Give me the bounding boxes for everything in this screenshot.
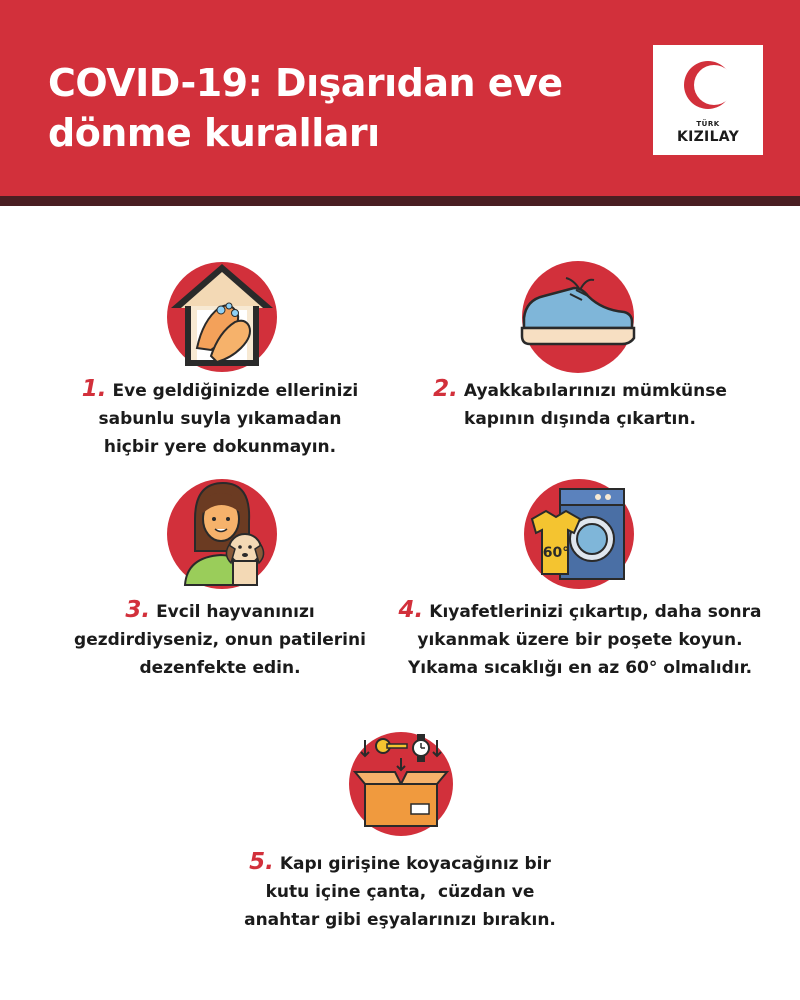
rule-1-number: 1. <box>81 376 107 402</box>
rule-4-line-1: Kıyafetlerinizi çıkartıp, daha sonra <box>429 602 762 622</box>
shoe-icon <box>518 258 638 376</box>
box-with-belongings-icon <box>343 724 459 840</box>
rule-3-line-1: Evcil hayvanınızı <box>156 602 315 622</box>
rule-2-number: 2. <box>433 376 458 402</box>
kizilay-logo <box>653 45 763 155</box>
rule-4-text <box>384 596 776 682</box>
rule-3-line-3: dezenfekte edin. <box>139 658 301 678</box>
page-title <box>48 58 608 158</box>
rule-2-line-2: kapının dışında çıkartın. <box>464 409 696 429</box>
logo-text-small: TÜRK <box>696 120 720 128</box>
header-banner <box>0 0 800 196</box>
rule-3-number: 3. <box>125 597 151 623</box>
rule-5-line-1: Kapı girişine koyacağınız bir <box>279 854 551 874</box>
rule-4-line-2: yıkanmak üzere bir poşete koyun. <box>417 630 743 650</box>
rule-2-line-1: Ayakkabılarınızı mümkünse <box>463 381 727 401</box>
title-line-1: COVID-19: Dışarıdan eve <box>48 61 563 105</box>
rule-3-line-2: gezdirdiyseniz, onun patilerini <box>74 630 366 650</box>
rule-4-line-3: Yıkama sıcaklığı en az 60° olmalıdır. <box>407 658 753 678</box>
hand-washing-house-icon <box>163 258 281 376</box>
rule-1-line-3: hiçbir yere dokunmayın. <box>103 437 337 457</box>
rule-5-line-2: kutu içine çanta, cüzdan ve <box>265 882 535 902</box>
logo-text-big: KIZILAY <box>676 129 740 145</box>
rule-2-text <box>400 375 760 433</box>
tshirt-60-label: 60° <box>542 545 570 561</box>
header-divider <box>0 196 800 206</box>
rule-4-number: 4. <box>398 597 424 623</box>
rule-5-text <box>210 848 590 934</box>
rule-1-line-1: Eve geldiğinizde ellerinizi <box>112 381 359 401</box>
rule-3-text <box>40 596 400 682</box>
woman-with-dog-icon <box>163 475 281 593</box>
title-line-2: dönme kuralları <box>48 111 380 155</box>
washing-machine-icon <box>520 475 638 593</box>
rule-5-line-3: anahtar gibi eşyalarınızı bırakın. <box>244 910 556 930</box>
rule-1-line-2: sabunlu suyla yıkamadan <box>98 409 342 429</box>
rule-5-number: 5. <box>249 849 274 875</box>
rule-1-text <box>40 375 400 461</box>
